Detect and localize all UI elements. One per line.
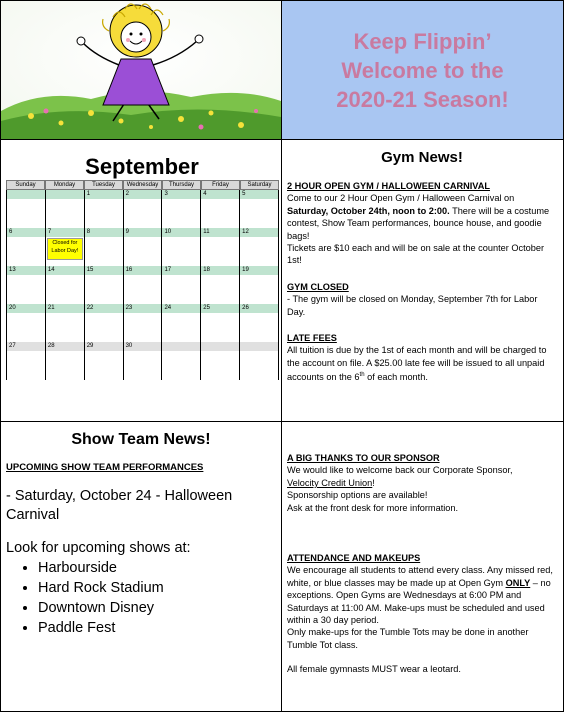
calendar-title: September — [85, 154, 199, 179]
day-header: Saturday — [240, 180, 279, 190]
day-header: Friday — [201, 180, 240, 190]
row-divider-top — [0, 139, 564, 140]
venue-item: • Hard Rock Stadium — [38, 578, 276, 598]
calendar-day: 10 — [162, 228, 201, 266]
venue-list — [6, 558, 276, 638]
calendar-day: 30 — [124, 342, 163, 380]
banner-line-3: 2020-21 Season! — [336, 86, 509, 112]
gym-news-section — [287, 148, 557, 384]
calendar-day: 11 — [201, 228, 240, 266]
calendar-day: 24 — [162, 304, 201, 342]
calendar-day: 23 — [124, 304, 163, 342]
calendar-day: 7 Closed for Labor Day! — [46, 228, 85, 266]
tickets-text: Tickets are $10 each and will be on sale at the counter October 1st! — [287, 243, 545, 266]
calendar-day: 1 — [85, 190, 124, 228]
calendar-day: 13 — [7, 266, 46, 304]
girl-illustration — [1, 1, 281, 139]
calendar-day — [7, 190, 46, 228]
sponsor-link[interactable]: Velocity Credit Union — [287, 477, 373, 488]
calendar-day: 19 — [240, 266, 279, 304]
day-header: Thursday — [162, 180, 201, 190]
calendar-day — [162, 342, 201, 380]
calendar-header — [6, 180, 279, 190]
performance-event: - Saturday, October 24 - Halloween Carnival — [6, 488, 233, 523]
calendar-week — [6, 190, 279, 228]
show-team-section — [6, 430, 276, 638]
calendar-day: 8 — [85, 228, 124, 266]
calendar-day: 22 — [85, 304, 124, 342]
day-header: Wednesday — [123, 180, 162, 190]
calendar-day: 21 — [46, 304, 85, 342]
gym-closed-title: GYM CLOSED — [287, 281, 349, 292]
welcome-banner — [282, 1, 563, 139]
calendar-day: 15 — [85, 266, 124, 304]
banner-line-1: Keep Flippin’ — [353, 28, 492, 54]
day-header: Monday — [45, 180, 84, 190]
calendar-week — [6, 266, 279, 304]
venue-item: • Downtown Disney — [38, 598, 276, 618]
attendance-title: ATTENDANCE AND MAKEUPS — [287, 553, 421, 564]
calendar-day: 2 — [124, 190, 163, 228]
calendar-day: 28 — [46, 342, 85, 380]
gym-closed-text: - The gym will be closed on Monday, September 7th for Labor Day. — [287, 294, 538, 317]
late-fees-text: All tuition is due by the 1st of each month and will be charged to the account on file. A $25.00 late fee will be issued to all unpaid accounts on the 6th of each month. — [287, 345, 547, 383]
calendar-day — [201, 342, 240, 380]
banner-line-2: Welcome to the — [341, 57, 504, 83]
calendar-week — [6, 228, 279, 266]
attendance-text: We encourage all students to attend every class. Any missed red, white, or blue classes may be made up at Open Gym ONLY – no exceptions. Open Gyms are Wednesdays at 6:00 PM and Saturdays at 11:00 AM. Make-ups must be scheduled and used within a 30 day period. — [287, 565, 553, 626]
calendar-day: 5 — [240, 190, 279, 228]
venue-item: • Paddle Fest — [38, 618, 276, 638]
calendar-week — [6, 342, 279, 380]
row-divider-bottom — [0, 421, 564, 422]
calendar-day: 26 — [240, 304, 279, 342]
calendar-day: 4 — [201, 190, 240, 228]
day-header: Sunday — [6, 180, 45, 190]
show-team-title: Show Team News! — [71, 431, 211, 448]
late-fees-title: LATE FEES — [287, 333, 337, 344]
sponsor-title: A BIG THANKS TO OUR SPONSOR — [287, 453, 440, 463]
calendar-week — [6, 304, 279, 342]
calendar-day: 27 — [7, 342, 46, 380]
leotard-note: All female gymnasts MUST wear a leotard. — [287, 664, 461, 675]
calendar-day: 9 — [124, 228, 163, 266]
sponsor-text: We would like to welcome back our Corporate Sponsor, Velocity Credit Union! — [287, 465, 513, 488]
front-desk-note: Ask at the front desk for more information. — [287, 502, 459, 513]
calendar-day — [240, 342, 279, 380]
look-for-shows: Look for upcoming shows at: — [6, 540, 191, 556]
calendar-day: 6 — [7, 228, 46, 266]
upcoming-performances-title: UPCOMING SHOW TEAM PERFORMANCES — [6, 462, 204, 473]
open-gym-text: Come to our 2 Hour Open Gym / Halloween Carnival on Saturday, October 24th, noon to 2:00. There will be a costume contest, Show Team performances, bounce house, and goodie bags! — [287, 193, 550, 241]
labor-day-note: Closed for Labor Day! — [47, 238, 83, 260]
open-gym-title: 2 HOUR OPEN GYM / HALLOWEEN CARNIVAL — [287, 181, 490, 191]
gym-news-title: Gym News! — [381, 149, 463, 166]
calendar-day: 20 — [7, 304, 46, 342]
calendar-day: 18 — [201, 266, 240, 304]
calendar-day: 12 — [240, 228, 279, 266]
calendar-day: 16 — [124, 266, 163, 304]
calendar-day: 25 — [201, 304, 240, 342]
sponsor-section — [287, 452, 559, 676]
calendar-day: 29 — [85, 342, 124, 380]
day-header: Tuesday — [84, 180, 123, 190]
calendar-day: 3 — [162, 190, 201, 228]
sponsorship-options: Sponsorship options are available! — [287, 490, 428, 501]
calendar-day — [46, 190, 85, 228]
venue-item: • Harbourside — [38, 558, 276, 578]
calendar-day: 14 — [46, 266, 85, 304]
calendar-day: 17 — [162, 266, 201, 304]
september-calendar — [6, 180, 279, 380]
tumble-tots-note: Only make-ups for the Tumble Tots may be done in another Tumble Tot class. — [287, 627, 529, 650]
